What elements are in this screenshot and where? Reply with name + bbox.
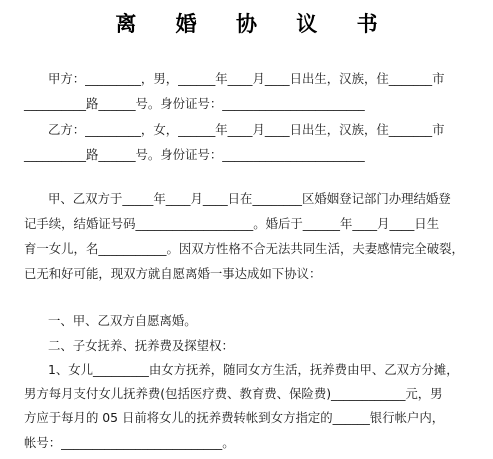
clause-two-item-1-line-4: 帐号：__________________________。 xyxy=(24,435,235,450)
clause-two-item-1-line-3: 方应于每月的 05 日前将女儿的抚养费转帐到女方指定的______银行帐户内， xyxy=(24,410,445,425)
clause-two-heading: 二、子女抚养、抚养费及探望权： xyxy=(48,338,234,353)
clause-two-item-1-line-1: 1、女儿_________由女方抚养，随同女方生活，抚养费由甲、乙双方分摊， xyxy=(48,362,459,377)
party-b-line-2: __________路______号。身份证号：_______________________ xyxy=(24,147,365,162)
marriage-paragraph-line-4: 已无和好可能，现双方就自愿离婚一事达成如下协议： xyxy=(24,266,322,281)
clause-one: 一、甲、乙双方自愿离婚。 xyxy=(48,313,197,328)
document-title: 离 婚 协 议 书 xyxy=(115,11,394,36)
clause-two-item-1-line-2: 男方每月支付女儿抚养费(包括医疗费、教育费、保险费)____________元，男 xyxy=(24,386,443,401)
party-a-line-2: __________路______号。身份证号：_______________________ xyxy=(24,96,365,111)
marriage-paragraph-line-2: 记手续，结婚证号码___________________。婚后于______年____月____日生 xyxy=(24,216,440,231)
party-a-line-1: 甲方：_________，男，______年____月____日出生，汉族，住_______市 xyxy=(48,71,445,86)
party-b-line-1: 乙方：_________，女，______年____月____日出生，汉族，住_______市 xyxy=(48,122,445,137)
marriage-paragraph-line-1: 甲、乙双方于_____年____月____日在________区婚姻登记部门办理结婚登 xyxy=(48,191,451,206)
marriage-paragraph-line-3: 育一女儿，名___________。因双方性格不合无法共同生活，夫妻感情完全破裂， xyxy=(24,241,464,256)
